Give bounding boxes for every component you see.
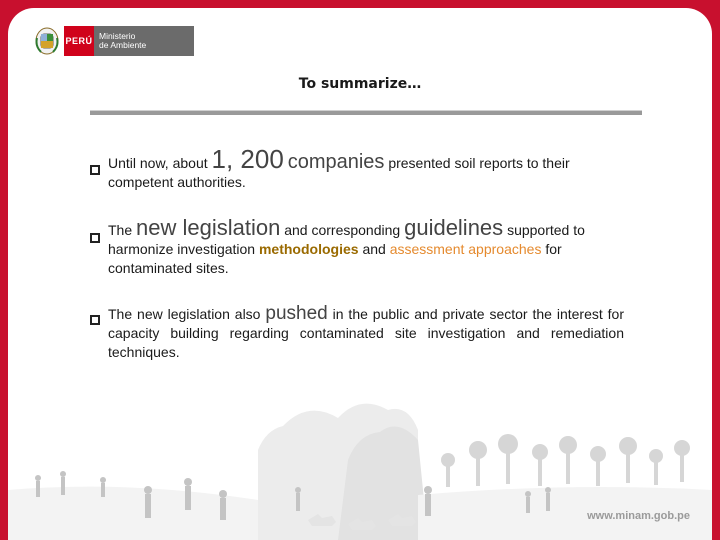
bullet3-part1: The new legislation also <box>108 306 261 322</box>
bullet-item-2 <box>90 215 624 278</box>
bullet2-part5: for contaminated sites. <box>108 241 562 276</box>
bullet2-new-legislation: new legislation <box>136 215 281 240</box>
bullet1-part1: Until now, about <box>108 155 208 171</box>
page-title: To summarize… <box>298 76 422 92</box>
checkbox-bullet-icon <box>90 315 100 325</box>
logo-ministry-line1: Ministerio <box>99 31 136 41</box>
checkbox-bullet-icon <box>90 233 100 243</box>
logo-ministry <box>94 26 194 56</box>
bullet-text-2 <box>108 215 624 278</box>
bullet2-part1: The <box>108 222 133 238</box>
bullet1-companies: companies <box>287 151 385 173</box>
bullet2-part2: and corresponding <box>284 222 401 238</box>
bullet-text-3 <box>108 304 624 362</box>
bullet-item-3 <box>90 304 624 362</box>
bullet3-part2: in the public and private sector the interest for capacity building regarding contaminated site investigation and remediation techniques. <box>108 306 624 360</box>
website-url: www.minam.gob.pe <box>587 510 690 522</box>
bullet2-assessment: assessment approaches <box>389 241 542 257</box>
logo-ministry-line2: de Ambiente <box>99 40 147 50</box>
logo-country: PERÚ <box>64 26 94 56</box>
bullet1-part2: presented soil reports to their competent authorities. <box>108 155 570 190</box>
bullet2-guidelines: guidelines <box>404 215 504 240</box>
bullet3-pushed: pushed <box>265 303 328 324</box>
checkbox-bullet-icon <box>90 165 100 175</box>
bullet2-methodologies: methodologies <box>258 241 359 257</box>
title-divider <box>90 110 642 115</box>
coat-of-arms-icon <box>34 26 60 56</box>
bullet-text-1 <box>108 144 624 192</box>
bullet-item-1 <box>90 144 624 192</box>
ministry-logo <box>34 21 200 61</box>
bullet2-part4: and <box>362 241 386 257</box>
bullet2-part3: supported to harmonize investigation <box>108 222 585 257</box>
bullet1-number: 1, 200 <box>211 144 284 174</box>
slide-panel <box>8 8 712 540</box>
